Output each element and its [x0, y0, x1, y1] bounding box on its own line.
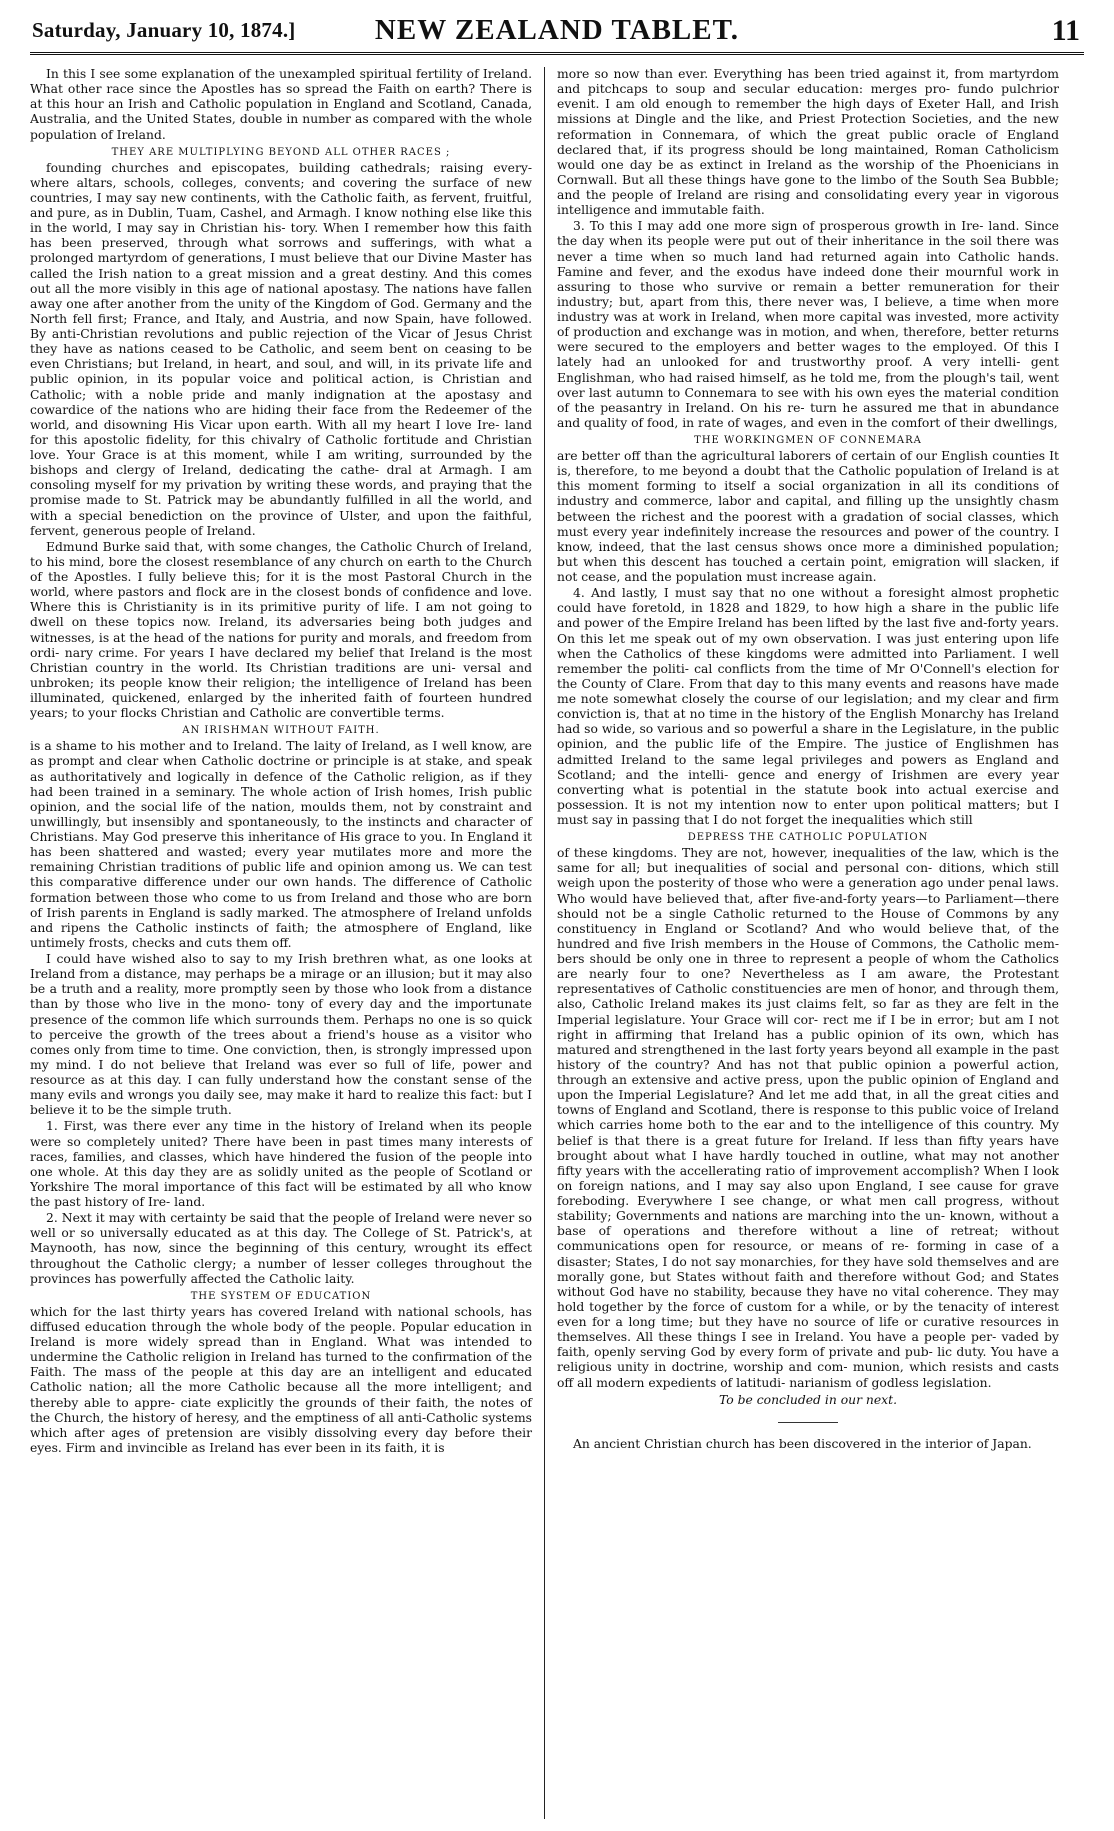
paragraph: are better off than the agricultural laborers of certain of our English counties It is, therefore, to me beyond a doubt that the Catholic population of Ireland is at this moment forming to itself a social organization in all its conditions of industry and commerce, labor and capital, and filling up the unsightly chasm between the richest and the poorest with a gradation of social classes, which must every year indefinitely increase the resources and power of the country. I know, indeed, that the last census shows once more a diminished population; but when this descent has touched a certain point, emigration will slacken, if not cease, and the population must increase again. [557, 449, 1059, 584]
paragraph: 2. Next it may with certainty be said that the people of Ireland were never so well or so universally educated as at this day. The College of St. Patrick's, at Maynooth, has now, since the beginning of this century, wrought its effect throughout the Catholic clergy; a number of lesser colleges throughout the provinces has powerfully affected the Catholic laity. [30, 1211, 532, 1286]
section-heading: THE WORKINGMEN OF CONNEMARA [694, 435, 922, 446]
paragraph: is a shame to his mother and to Ireland. The laity of Ireland, as I well know, are as prompt and clear when Catholic doctrine or principle is at stake, and speak as authoritatively and logically in defence of the Catholic religion, as if they had been trained in a seminary. The whole action of Irish homes, Irish public opinion, and the social life of the nation, moulds them, not by constraint and unwillingly, but insensibly and spontaneously, to the instincts and character of Christians. May God preserve this inheritance of His grace to you. In England it has been shattered and wasted; every year mutilates more and more the remaining Christian traditions of public life and opinion among us. We can test this comparative difference under our own hands. The difference of Catholic formation between those who come to us from Ireland and those who are born of Irish parents in England is sadly marked. The atmosphere of Ireland unfolds and ripens the Catholic instincts of faith; the atmosphere of England, like untimely frosts, checks and cuts them off. [30, 739, 532, 950]
paragraph: of these kingdoms. They are not, however, inequalities of the law, which is the same for all; but inequalities of social and personal con- ditions, which still weigh upon the posterity of those who were a generation ago under penal laws. Who would have believed that, after five-and-forty years—to Parliament—there should not be a single Catholic returned to the House of Commons by any constituency in England or Scotland? And who would believe that, of the hundred and five Irish members in the House of Commons, the Catholic mem- bers should be only one in three to represent a people of whom the Catholics are nearly four to one? Nevertheless as I am aware, the Protestant representatives of Catholic constituencies are men of honor, and through them, also, Catholic Ireland makes its just claims felt, so far as they are felt in the Imperial legislature. Your Grace will cor- rect me if I be in error; but am I not right in affirming that Ireland has a public opinion of its own, which has matured and strengthened in the last forty years beyond all example in the past history of the country? And has not that public opinion a powerful action, through an extensive and active press, upon the public opinion of England and upon the Imperial Legislature? And let me add that, in all the great cities and towns of England and Scotland, there is response to this public voice of Ireland which carries home both to the ear and to the intelligence of this country. My belief is that there is a great future for Ireland. If less than fifty years have brought about what I have hardly touched in outline, what may not another fifty years with the accellerating ratio of improvement accomplish? When I look on foreign nations, and I may say also upon England, I see cause for grave foreboding. Everywhere I see change, or what men call progress, without stability; Governments and nations are marching into the un- known, without a base of operations and therefore without a line of retreat; without communications open for resource, or means of re- forming in case of a disaster; States, I do not say monarchies, for they have sold themselves and are morally gone, but States without faith and therefore without God; and States without God have no stability, because they have no vital coherence. They may hold together by the force of custom for a while, or by the tenacity of interest even for a long time; but they have no source of life or curative resources in themselves. All these things I see in Ireland. You have a people per- vaded by faith, openly serving God by every form of private and pub- lic duty. You have a religious unity in doctrine, worship and com- munion, which resists and casts off all modern expedients of latitudi- narianism of godless legislation. [557, 846, 1059, 1390]
section-heading: AN IRISHMAN WITHOUT FAITH. [182, 725, 380, 737]
continuation-note: To be concluded in our next. [718, 1392, 898, 1407]
article-columns [30, 67, 1084, 1819]
paragraph: In this I see some explanation of the unexampled spiritual fertility of Ireland. What other race since the Apostles has so spread the Faith on earth? There is at this hour an Irish and Catholic population in England and Scotland, Canada, Australia, and the United States, double in number as compared with the whole population of Ireland. [30, 67, 532, 142]
issue-date: Saturday, January 10, 1874.] [32, 18, 296, 42]
paragraph: which for the last thirty years has covered Ireland with national schools, has diffused education through the whole body of the people. Popular education in Ireland is more widely spread than in England. What was intended to undermine the Catholic religion in Ireland has turned to the confirmation of the Faith. The mass of the people at this day are an intelligent and educated Catholic nation; all the more Catholic because all the more intelligent; and thereby able to appre- ciate explicitly the grounds of their faith, the notes of the Church, the history of heresy, and the emptiness of all anti-Catholic systems which after ages of pretension are visibly dissolving every day before their eyes. Firm and invincible as Ireland has ever been in its faith, it is [30, 1304, 532, 1455]
section-separator [778, 1422, 838, 1423]
paragraph: Edmund Burke said that, with some changes, the Catholic Church of Ireland, to his mind, bore the closest resemblance of any church on earth to the Church of the Apostles. I fully believe this; for it is the most Pastoral Church in the world, where pastors and flock are in the closest bonds of confidence and love. Where this is Christianity is in its primitive purity of life. I am not going to dwell on these topics now. Ireland, its adversaries being both judges and witnesses, is at the head of the nations for purity and morals, and freedom from ordi- nary crime. For years I have declared my belief that Ireland is the most Christian country in the world. Its Christian traditions are uni- versal and unbroken; its people know their religion; the intelligence of Ireland has been illuminated, quickened, enlarged by the inherited faith of fourteen hundred years; to your flocks Christian and Catholic are convertible terms. [30, 539, 532, 721]
newspaper-title: NEW ZEALAND TABLET. [374, 14, 740, 46]
paragraph: founding churches and episcopates, building cathedrals; raising every- where altars, schools, colleges, convents; and covering the surface of new countries, I may say new continents, with the Catholic faith, as fervent, fruitful, and pure, as in Dublin, Tuam, Cashel, and Armagh. I know nothing else like this in the world, I may say in Christian his- tory. When I remember how this faith has been preserved, through what sorrows and sufferings, with what a prolonged martyrdom of generations, I must believe that our Divine Master has called the Irish nation to a great mission and a great destiny. And this comes out all the more visibly in this age of national apostasy. The nations have fallen away one after another from the unity of the Kingdom of God. Germany and the North fell first; France, and Italy, and Austria, and now Spain, have followed. By anti-Christian revolutions and public rejection of the Vicar of Jesus Christ they have as nations ceased to be Catholic, and seem bent on ceasing to be even Christians; but Ireland, in heart, and soul, and will, in its private life and public opinion, in its popular voice and political action, is Christian and Catholic; with a noble pride and manly indignation at the apostasy and cowardice of the nations who are hiding their face from the Redeemer of the world, and disowning His Vicar upon earth. With all my heart I love Ire- land for this apostolic fidelity, for this chivalry of Catholic fortitude and Christian love. Your Grace is at this moment, while I am writing, surrounded by the bishops and clergy of Ireland, dedicating the cathe- dral at Armagh. I am consoling myself for my privation by writing these words, and praying that the promise made to St. Patrick may be abundantly fulfilled in all the world, and with a special benediction on the province of Ulster, and upon the faithful, fervent, generous people of Ireland. [30, 160, 532, 538]
masthead [30, 8, 1084, 55]
section-heading: THE SYSTEM OF EDUCATION [190, 1290, 372, 1302]
paragraph: 3. To this I may add one more sign of prosperous growth in Ire- land. Since the day when its people were put out of their inheritance in the soil there was never a time when so much land had returned again into Catholic hands. Famine and fever, and the exodus have indeed done their mournful work in assuring to those who survive or remain a better remuneration for their industry; but, apart from this, there never was, I believe, a time when more industry was at work in Ireland, when more capital was invested, more activity of production and exchange was in motion, and when, therefore, better returns were secured to the employers and better wages to the employed. Of this I lately had an unlooked for and trustworthy proof. A very intelli- gent Englishman, who had raised himself, as he told me, from the plough's tail, went over last autumn to Connemara to see with his own eyes the material condition of the peasantry in Ireland. On his re- turn he assured me that in abundance and quality of food, in rate of wages, and even in the comfort of their dwellings, [557, 219, 1059, 430]
paragraph: An ancient Christian church has been discovered in the interior of Japan. [573, 1436, 1032, 1451]
right-column [545, 67, 1059, 1819]
section-heading: THEY ARE MULTIPLYING BEYOND ALL OTHER RACES ; [111, 146, 451, 158]
left-column [30, 67, 544, 1819]
paragraph: 4. And lastly, I must say that no one without a foresight almost prophetic could have foretold, in 1828 and 1829, to how high a share in the public life and power of the Empire Ireland has been lifted by the last five and-forty years. On this let me speak out of my own observation. I was just entering upon life when the Catholics of these kingdoms were admitted into Parliament. I well remember the politi- cal conflicts from the time of Mr O'Connell's election for the County of Clare. From that day to this many events and reasons have made me note somewhat closely the course of our legislation; and my clear and firm conviction is, that at no time in the history of the English Monarchy has Ireland had so wide, so various and so powerful a share in the Legislature, in the public opinion, and the public life of the Empire. The justice of Englishmen has admitted Ireland to the same legal privileges and powers as England and Scotland; and the intelli- gence and energy of Irishmen are every year converting what is potential in the statute book into actual exercise and possession. It is not my intention now to enter upon political matters; but I must say in passing that I do not forget the inequalities which still [557, 586, 1059, 827]
paragraph: I could have wished also to say to my Irish brethren what, as one looks at Ireland from a distance, may perhaps be a mirage or an illusion; but it may also be a truth and a reality, more promptly seen by those who look from a distance than by those who live in the mono- tony of every day and the importunate presence of the common life which surrounds them. Perhaps no one is so quick to perceive the growth of the trees about a friend's house as a visitor who comes only from time to time. One conviction, then, is strongly impressed upon my mind. I do not believe that Ireland was ever so full of life, power and resource as at this day. I can fully understand how the constant sense of the many evils and wrongs you daily see, may make it hard to realize this fact: but I believe it to be the simple truth. [30, 952, 532, 1118]
page-number: 11 [1051, 14, 1080, 47]
paragraph: 1. First, was there ever any time in the history of Ireland when its people were so completely united? There have been in past times many interests of races, families, and classes, which have hindered the fusion of the people into one whole. At this day they are as solidly united as the people of Scotland or Yorkshire The moral importance of this fact will be estimated by all who know the past history of Ire- land. [30, 1119, 532, 1209]
paragraph: more so now than ever. Everything has been tried against it, from martyrdom and pitchcaps to soup and secular education: merges pro- fundo pulchrior evenit. I am old enough to remember the high days of Exeter Hall, and Irish missions at Dingle and the like, and Priest Protection Societies, and the new reformation in Connemara, of which the great public oracle of England declared that, if its progress should be long maintained, Roman Catholicism would one day be as extinct in Ireland as the worship of the Phoenicians in Cornwall. But all these things have gone to the limbo of the South Sea Bubble; and the people of Ireland are rising and consolidating every year in vigorous intelligence and immutable faith. [557, 67, 1059, 218]
section-heading: DEPRESS THE CATHOLIC POPULATION [687, 832, 929, 844]
